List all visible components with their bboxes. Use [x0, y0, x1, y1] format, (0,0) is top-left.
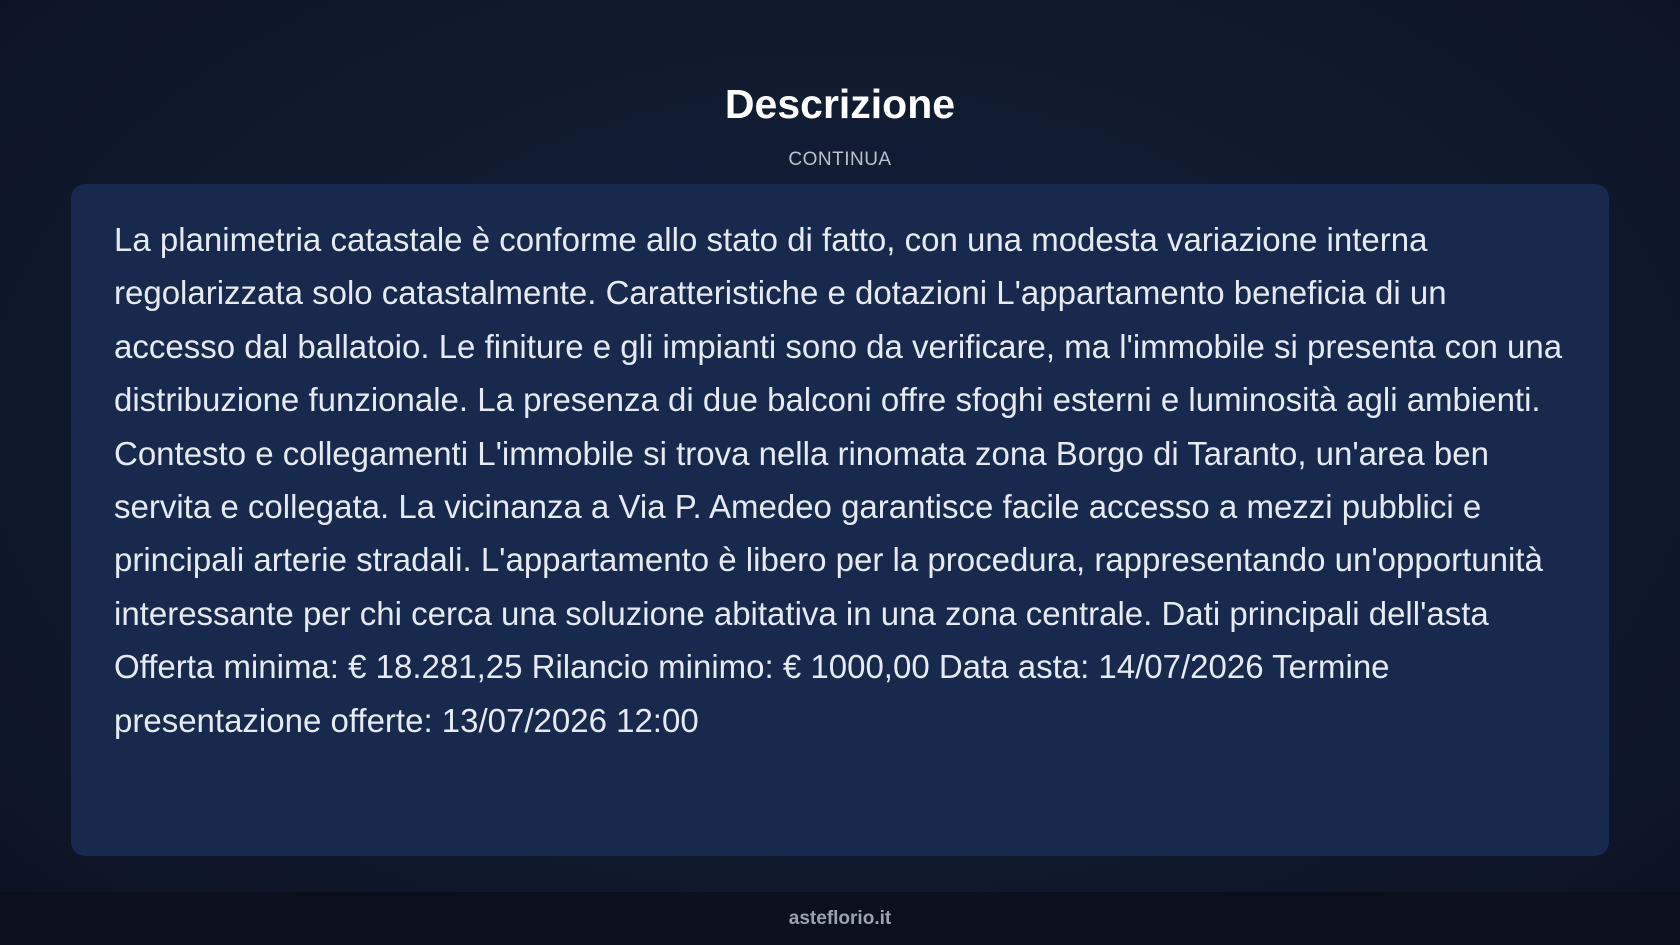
- footer: [0, 892, 1680, 945]
- footer-site-name: asteflorio.it: [788, 908, 892, 929]
- page-title: Descrizione: [724, 81, 956, 127]
- page-subtitle: CONTINUA: [788, 149, 892, 170]
- description-text: La planimetria catastale è conforme allo stato di fatto, con una modesta variazione interna regolarizzata solo catastalmente. Caratteristiche e dotazioni L'appartamento beneficia di un accesso dal ballatoio. Le finiture e gli impianti sono da verificare, ma l'immobile si presenta con una distribuzione funzionale. La presenza di due balconi offre sfoghi esterni e luminosità agli ambienti. Contesto e collegamenti L'immobile si trova nella rinomata zona Borgo di Taranto, un'area ben servita e collegata. La vicinanza a Via P. Amedeo garantisce facile accesso a mezzi pubblici e principali arterie stradali. L'appartamento è libero per la procedura, rappresentando un'opportunità interessante per chi cerca una soluzione abitativa in una zona centrale. Dati principali dell'asta Offerta minima: € 18.281,25 Rilancio minimo: € 1000,00 Data asta: 14/07/2026 Termine presentazione offerte: 13/07/2026 12:00: [114, 221, 1563, 739]
- header: [0, 78, 1680, 172]
- description-card: [71, 184, 1609, 856]
